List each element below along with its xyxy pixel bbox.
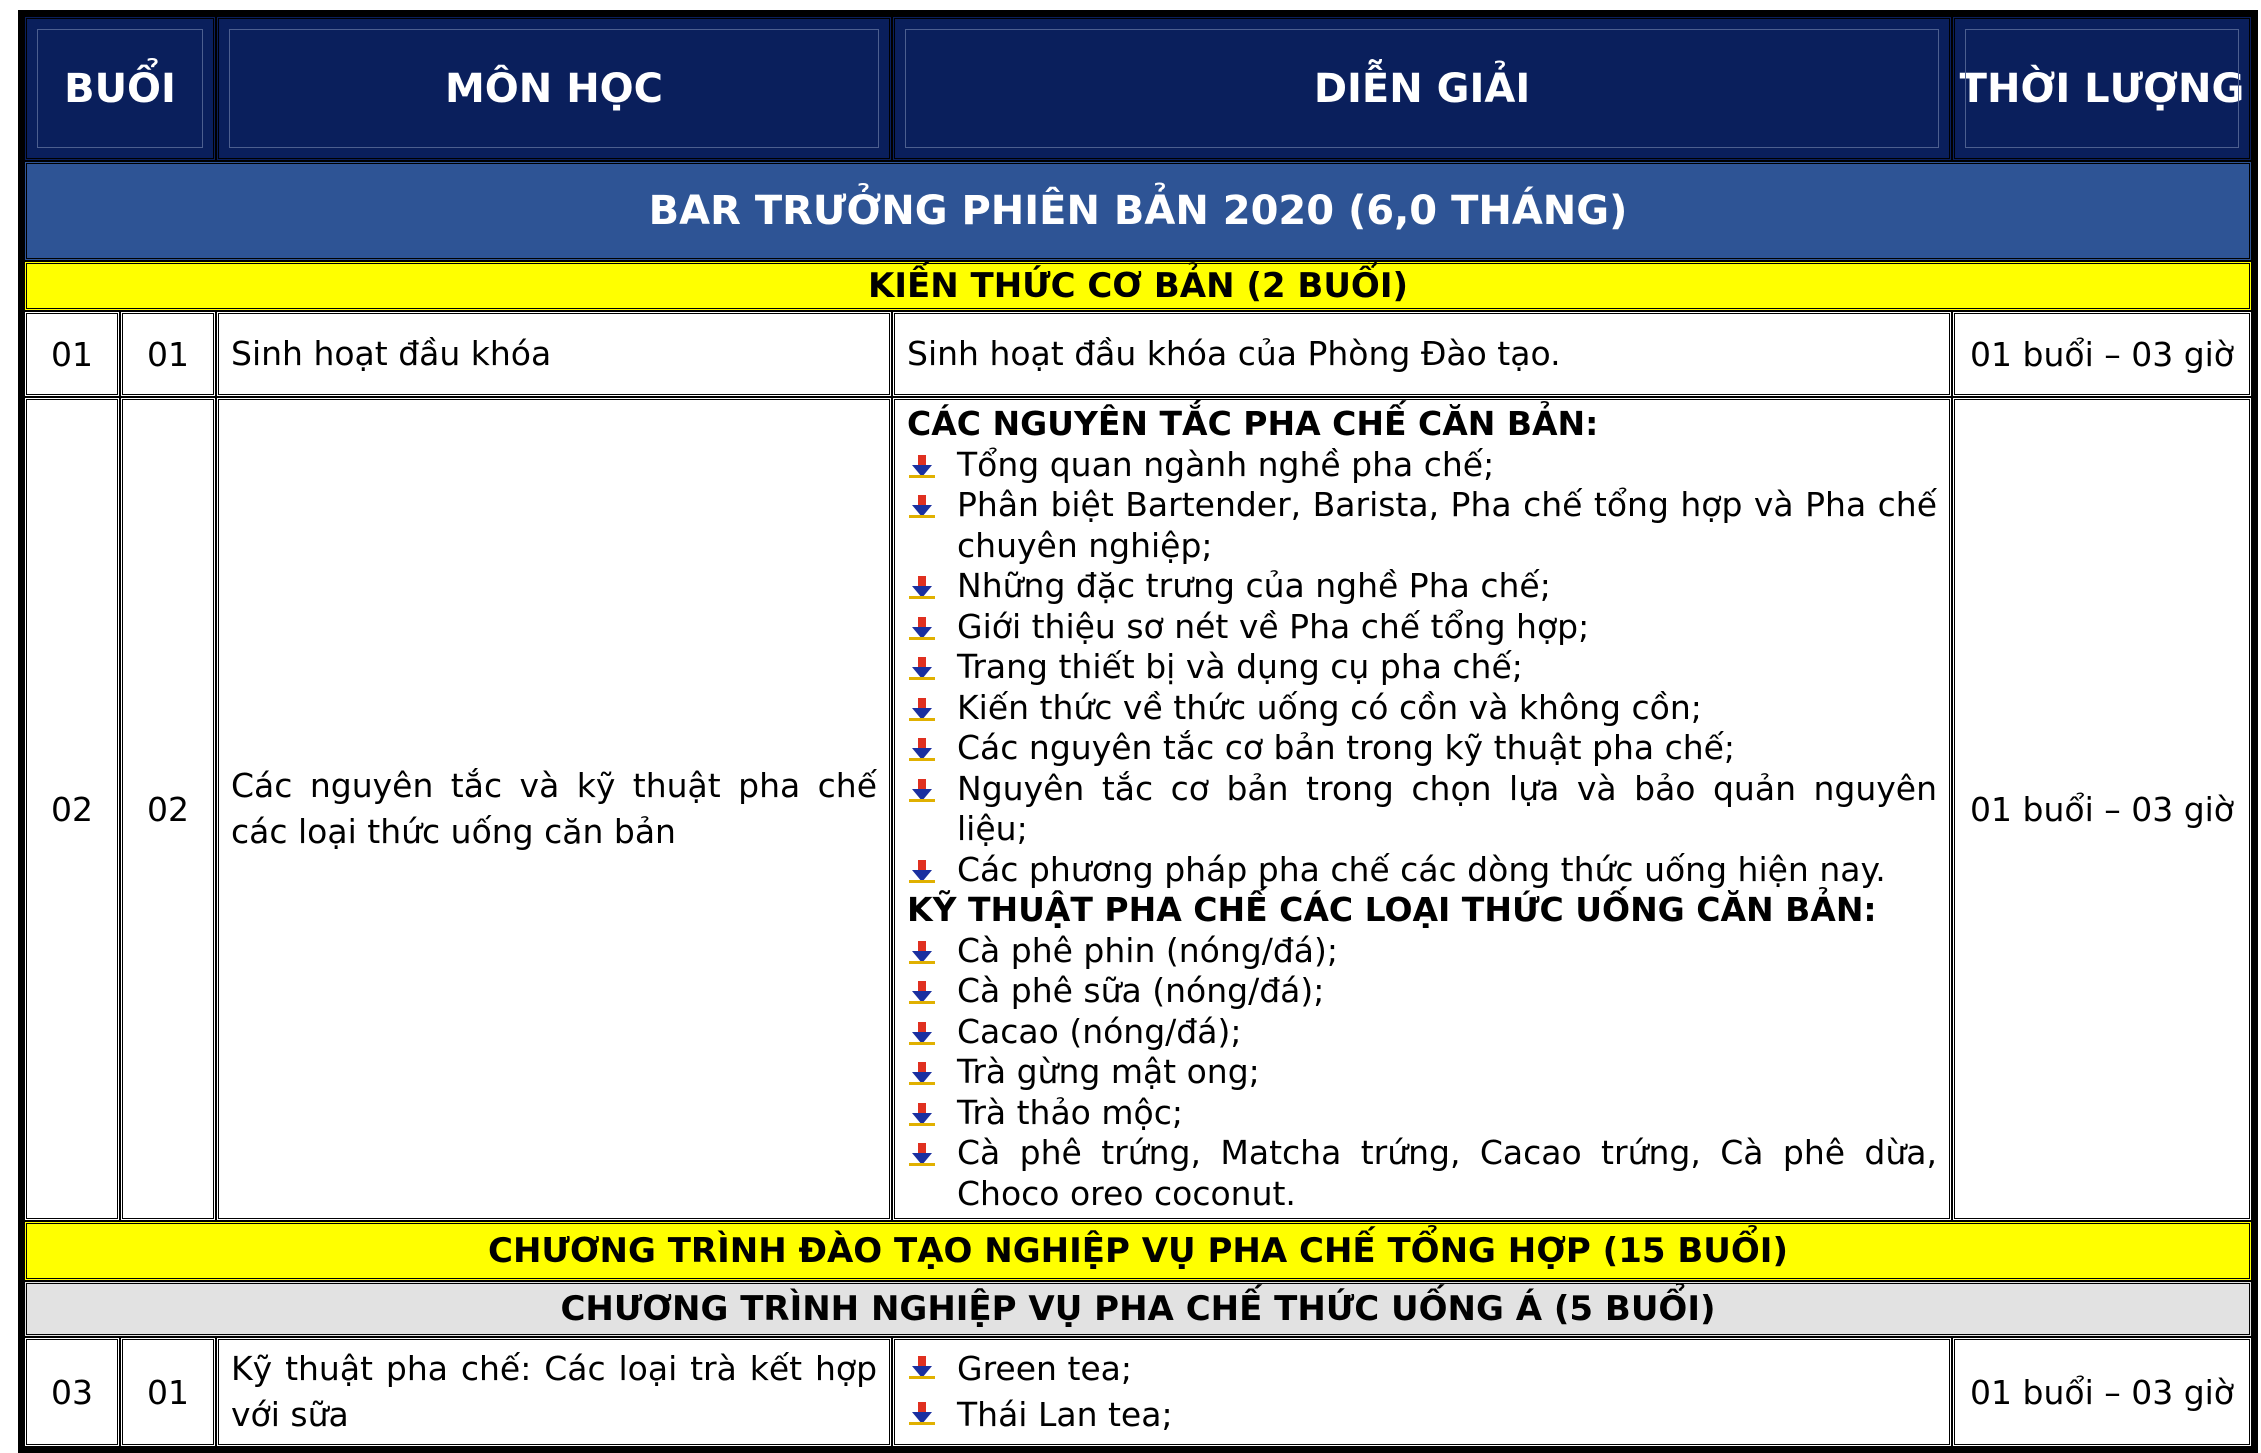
arrow-down-bullet-icon bbox=[909, 779, 935, 803]
lesson-number: 02 bbox=[120, 397, 216, 1221]
list-item-text: Các nguyên tắc cơ bản trong kỹ thuật pha chế; bbox=[957, 728, 1736, 767]
list-item bbox=[907, 1012, 1937, 1053]
header-duration: THỜI LƯỢNG bbox=[1952, 16, 2252, 161]
arrow-down-bullet-icon bbox=[909, 1356, 935, 1380]
section-training-row bbox=[24, 1221, 2252, 1281]
arrow-down-bullet-icon bbox=[909, 941, 935, 965]
subject-cell: Kỹ thuật pha chế: Các loại trà kết hợp với sữa bbox=[216, 1337, 892, 1447]
list-item bbox=[907, 688, 1937, 729]
section-asian-title: CHƯƠNG TRÌNH NGHIỆP VỤ PHA CHẾ THỨC UỐNG Á (5 BUỔI) bbox=[24, 1281, 2252, 1337]
arrow-down-bullet-icon bbox=[909, 576, 935, 600]
section-basic-row bbox=[24, 261, 2252, 311]
list-item bbox=[907, 485, 1937, 566]
list-item bbox=[907, 769, 1937, 850]
list-item-text: Tổng quan ngành nghề pha chế; bbox=[957, 444, 1495, 484]
description-cell bbox=[892, 1337, 1952, 1447]
arrow-down-bullet-icon bbox=[909, 657, 935, 681]
list-item-text: Các phương pháp pha chế các dòng thức uống hiện nay. bbox=[957, 849, 1886, 889]
list-item bbox=[907, 850, 1937, 891]
curriculum-table bbox=[18, 10, 2258, 1453]
arrow-down-bullet-icon bbox=[909, 617, 935, 641]
arrow-down-bullet-icon bbox=[909, 1103, 935, 1127]
list-item-text: Những đặc trưng của nghề Pha chế; bbox=[957, 566, 1551, 605]
list-item bbox=[907, 1392, 1937, 1438]
arrow-down-bullet-icon bbox=[909, 1022, 935, 1046]
duration-cell: 01 buổi – 03 giờ bbox=[1952, 397, 2252, 1221]
section-basic-title: KIẾN THỨC CƠ BẢN (2 BUỔI) bbox=[24, 261, 2252, 311]
arrow-down-bullet-icon bbox=[909, 860, 935, 884]
subject-cell: Các nguyên tắc và kỹ thuật pha chế các loại thức uống căn bản bbox=[216, 397, 892, 1221]
list-item bbox=[907, 728, 1937, 769]
list-item bbox=[907, 971, 1937, 1012]
description-heading: KỸ THUẬT PHA CHẾ CÁC LOẠI THỨC UỐNG CĂN BẢN: bbox=[907, 890, 1877, 929]
table-row bbox=[24, 311, 2252, 397]
duration-cell: 01 buổi – 03 giờ bbox=[1952, 311, 2252, 397]
list-item bbox=[907, 445, 1937, 486]
arrow-down-bullet-icon bbox=[909, 981, 935, 1005]
header-row bbox=[24, 16, 2252, 161]
arrow-down-bullet-icon bbox=[909, 738, 935, 762]
list-item-text: Cà phê phin (nóng/đá); bbox=[957, 930, 1338, 970]
list-item-text: Giới thiệu sơ nét về Pha chế tổng hợp; bbox=[957, 606, 1590, 646]
header-description: DIỄN GIẢI bbox=[892, 16, 1952, 161]
session-number: 02 bbox=[24, 397, 120, 1221]
list-item-text: Kiến thức về thức uống có cồn và không cồn; bbox=[957, 687, 1702, 727]
bullet-list bbox=[907, 1346, 1937, 1438]
list-item-text: Cà phê sữa (nóng/đá); bbox=[957, 971, 1325, 1010]
description-cell bbox=[892, 397, 1952, 1221]
arrow-down-bullet-icon bbox=[909, 698, 935, 722]
header-session: BUỔI bbox=[24, 16, 216, 161]
list-item bbox=[907, 931, 1937, 972]
duration-cell: 01 buổi – 03 giờ bbox=[1952, 1337, 2252, 1447]
lesson-number: 01 bbox=[120, 1337, 216, 1447]
list-item-text: Cà phê trứng, Matcha trứng, Cacao trứng, Cà phê dừa, Choco oreo coconut. bbox=[957, 1133, 1938, 1213]
session-number: 03 bbox=[24, 1337, 120, 1447]
arrow-down-bullet-icon bbox=[909, 1402, 935, 1426]
bullet-list bbox=[907, 445, 1937, 891]
program-title-row bbox=[24, 161, 2252, 261]
bullet-list bbox=[907, 931, 1937, 1215]
list-item bbox=[907, 1093, 1937, 1134]
list-item bbox=[907, 1133, 1937, 1214]
list-item bbox=[907, 607, 1937, 648]
list-item bbox=[907, 566, 1937, 607]
list-item bbox=[907, 647, 1937, 688]
list-item-text: Phân biệt Bartender, Barista, Pha chế tổng hợp và Pha chế chuyên nghiệp; bbox=[957, 485, 1938, 565]
header-subject: MÔN HỌC bbox=[216, 16, 892, 161]
list-item-text: Trang thiết bị và dụng cụ pha chế; bbox=[957, 647, 1523, 686]
list-item-text: Cacao (nóng/đá); bbox=[957, 1011, 1242, 1051]
list-item bbox=[907, 1346, 1937, 1392]
list-item bbox=[907, 1052, 1937, 1093]
description-heading: CÁC NGUYÊN TẮC PHA CHẾ CĂN BẢN: bbox=[907, 404, 1599, 443]
list-item-text: Green tea; bbox=[957, 1349, 1133, 1388]
subject-cell: Sinh hoạt đầu khóa bbox=[216, 311, 892, 397]
table-row bbox=[24, 397, 2252, 1221]
list-item-text: Thái Lan tea; bbox=[957, 1395, 1173, 1434]
arrow-down-bullet-icon bbox=[909, 1143, 935, 1167]
lesson-number: 01 bbox=[120, 311, 216, 397]
arrow-down-bullet-icon bbox=[909, 1062, 935, 1086]
description-cell: Sinh hoạt đầu khóa của Phòng Đào tạo. bbox=[892, 311, 1952, 397]
section-asian-row bbox=[24, 1281, 2252, 1337]
table-row bbox=[24, 1337, 2252, 1447]
arrow-down-bullet-icon bbox=[909, 455, 935, 479]
list-item-text: Trà thảo mộc; bbox=[957, 1092, 1183, 1132]
section-training-title: CHƯƠNG TRÌNH ĐÀO TẠO NGHIỆP VỤ PHA CHẾ TỔNG HỢP (15 BUỔI) bbox=[24, 1221, 2252, 1281]
program-title: BAR TRƯỞNG PHIÊN BẢN 2020 (6,0 THÁNG) bbox=[24, 161, 2252, 261]
arrow-down-bullet-icon bbox=[909, 495, 935, 519]
session-number: 01 bbox=[24, 311, 120, 397]
list-item-text: Trà gừng mật ong; bbox=[957, 1052, 1260, 1091]
list-item-text: Nguyên tắc cơ bản trong chọn lựa và bảo quản nguyên liệu; bbox=[957, 768, 1938, 848]
